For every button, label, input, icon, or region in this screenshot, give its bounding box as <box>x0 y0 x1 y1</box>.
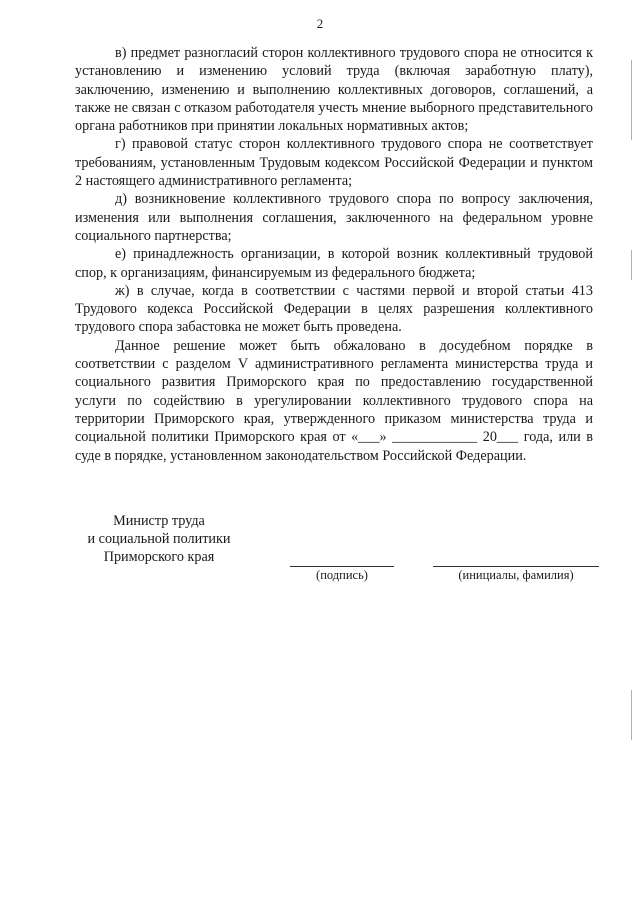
paragraph-appeal: Данное решение может быть обжаловано в досудебном порядке в соответствии с разделом V административного регламента министерства труда и социального развития Приморского края по предоставлению государственной услуги по содействию в урегулировании коллективного трудового спора на территории Приморского края, утвержденного приказом министерства труда и социальной политики Приморского края от «___» ____________ 20___ года, или в суде в порядке, установленном законодательством Российской Федерации. <box>75 337 593 464</box>
paragraph-g: г) правовой статус сторон коллективного трудового спора не соответствует требованиям, установленным Трудовым кодексом Российской Федерации и пунктом 2 настоящего административного регламента; <box>75 136 593 190</box>
signature-caption: (подпись) <box>316 568 368 582</box>
position-line: Приморского края <box>103 549 215 565</box>
signatory-position <box>70 512 248 566</box>
scan-edge-mark <box>631 690 632 740</box>
position-line: Министр труда <box>113 513 205 529</box>
body-text <box>75 44 593 465</box>
name-caption: (инициалы, фамилия) <box>458 568 574 582</box>
scan-edge-mark <box>631 250 632 280</box>
page-number: 2 <box>316 16 324 31</box>
paragraph-e: е) принадлежность организации, в которой возник коллективный трудовой спор, к организациям, финансируемым из федерального бюджета; <box>75 246 593 281</box>
position-line: и социальной политики <box>87 531 231 547</box>
name-line <box>433 566 599 567</box>
signature-block <box>0 512 640 592</box>
scan-edge-mark <box>631 60 632 140</box>
paragraph-zh: ж) в случае, когда в соответствии с частями первой и второй статьи 413 Трудового кодекса Российской Федерации в целях разрешения коллективного трудового спора забастовка не может быть проведена. <box>75 282 593 336</box>
paragraph-d: д) возникновение коллективного трудового спора по вопросу заключения, изменения или выполнения соглашения, заключенного на федеральном уровне социального партнерства; <box>75 191 593 244</box>
signature-line <box>290 566 394 567</box>
paragraph-v: в) предмет разногласий сторон коллективного трудового спора не относится к установлению и изменению условий труда (включая заработную плату), заключению, изменению и выполнению коллективных договоров, соглашений, а также не связан с отказом работодателя учесть мнение выборного представительного органа работников при принятии локальных нормативных актов; <box>75 45 593 135</box>
